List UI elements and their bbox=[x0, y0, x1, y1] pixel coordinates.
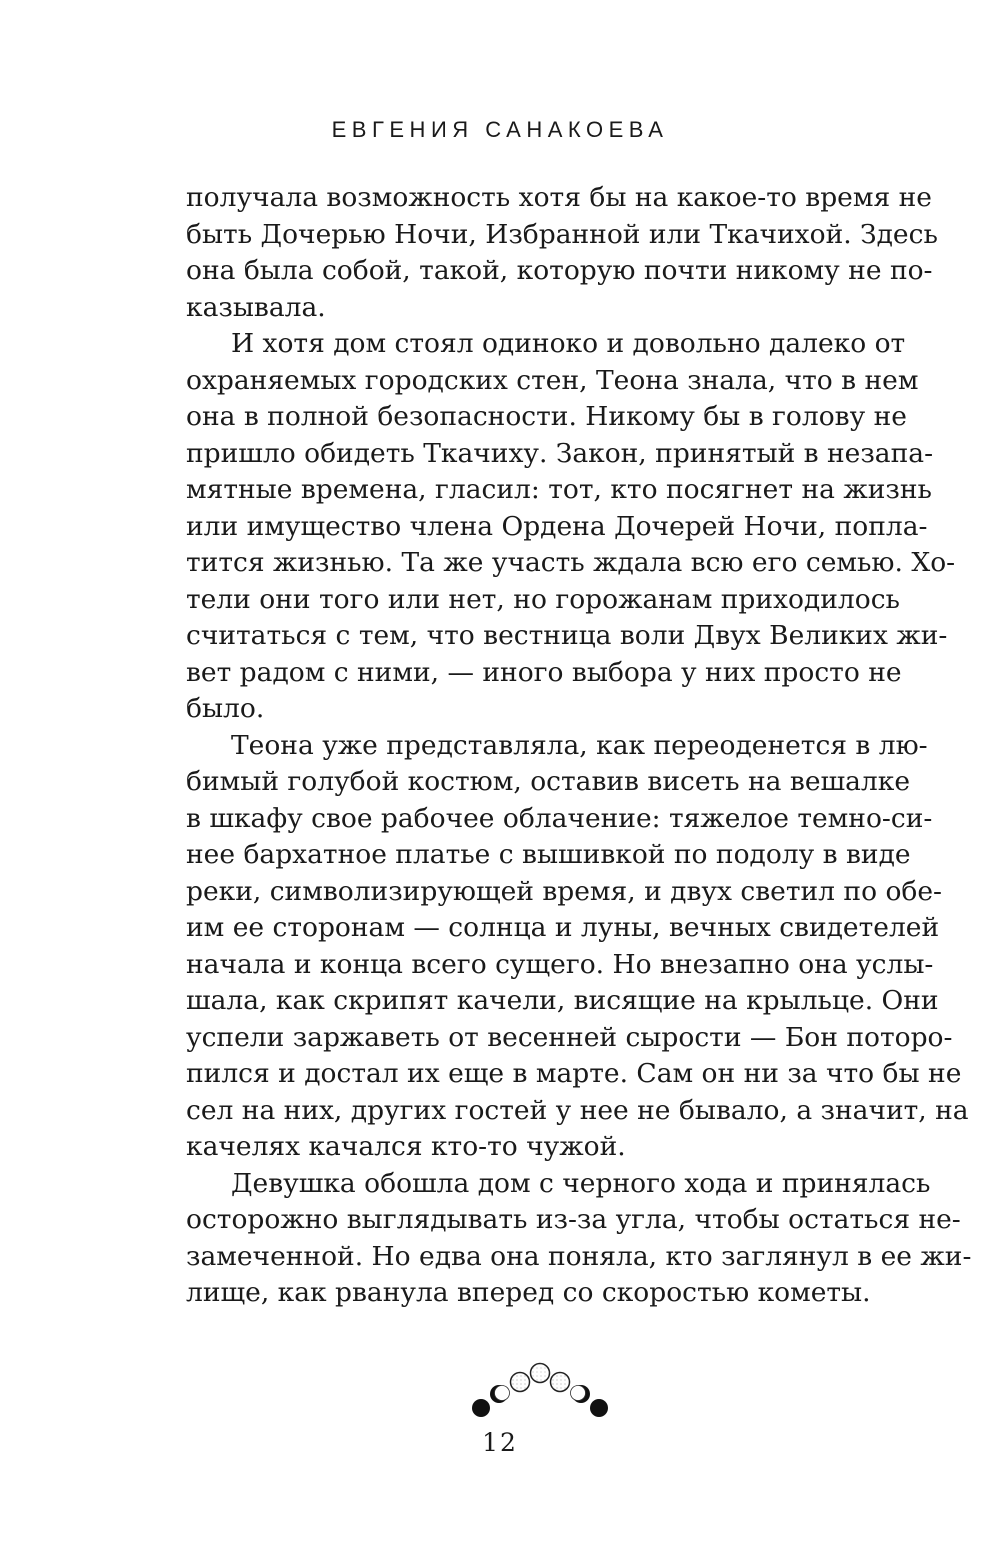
body-text bbox=[186, 180, 972, 1312]
text-line: она была собой, такой, которую почти никому не по- bbox=[186, 255, 933, 286]
text-line: Теона уже представляла, как переоденется в лю- bbox=[231, 729, 928, 761]
text-line: пился и достал их еще в марте. Сам он ни за что бы не bbox=[186, 1058, 962, 1089]
text-line: охраняемых городских стен, Теона знала, что в нем bbox=[186, 364, 919, 396]
text-line: она в полной безопасности. Никому бы в голову не bbox=[186, 401, 907, 432]
text-line: сел на них, других гостей у нее не бывало, а значит, на bbox=[186, 1094, 969, 1126]
text-line: вет радом с ними, — иного выбора у них просто не bbox=[186, 656, 902, 688]
text-line: казывала. bbox=[186, 291, 326, 323]
text-line: бимый голубой костюм, оставив висеть на вешалке bbox=[186, 766, 911, 797]
page-number: 12 bbox=[482, 1428, 518, 1457]
text-line: лище, как рванула вперед со скоростью кометы. bbox=[186, 1277, 871, 1308]
text-line: быть Дочерью Ночи, Избранной или Ткачихой. Здесь bbox=[186, 218, 938, 250]
text-line: качелях качался кто-то чужой. bbox=[186, 1131, 626, 1162]
text-line: Девушка обошла дом с черного хода и принялась bbox=[231, 1167, 931, 1199]
text-line: реки, символизирующей время, и двух светил по обе- bbox=[186, 875, 942, 907]
text-line: тели они того или нет, но горожанам приходилось bbox=[186, 583, 900, 615]
text-line: осторожно выглядывать из-за угла, чтобы остаться не- bbox=[186, 1204, 961, 1235]
text-line: в шкафу свое рабочее облачение: тяжелое темно-си- bbox=[186, 802, 933, 834]
text-line: пришло обидеть Ткачиху. Закон, принятый в незапа- bbox=[186, 437, 934, 469]
running-header: ЕВГЕНИЯ САНАКОЕВА bbox=[331, 117, 669, 142]
text-line: им ее сторонам — солнца и луны, вечных свидетелей bbox=[186, 912, 940, 943]
text-line: шала, как скрипят качели, висящие на крыльце. Они bbox=[186, 985, 939, 1016]
text-line: И хотя дом стоял одиноко и довольно далеко от bbox=[231, 328, 906, 359]
text-line: считаться с тем, что вестница воли Двух Великих жи- bbox=[186, 620, 948, 651]
text-line: было. bbox=[186, 693, 265, 724]
text-line: замеченной. Но едва она поняла, кто заглянул в ее жи- bbox=[186, 1240, 972, 1272]
text-line: получала возможность хотя бы на какое-то время не bbox=[186, 182, 932, 213]
text-line: тится жизнью. Та же участь ждала всю его семью. Хо- bbox=[186, 547, 956, 578]
text-line: или имущество члена Ордена Дочерей Ночи, попла- bbox=[186, 510, 928, 542]
moon-phases-icon bbox=[460, 1363, 620, 1423]
text-line: начала и конца всего сущего. Но внезапно она услы- bbox=[186, 948, 934, 980]
text-line: нее бархатное платье с вышивкой по подолу в виде bbox=[186, 839, 911, 870]
text-line: успели заржаветь от весенней сырости — Бон поторо- bbox=[186, 1021, 953, 1053]
text-line: мятные времена, гласил: тот, кто посягнет на жизнь bbox=[186, 474, 932, 505]
